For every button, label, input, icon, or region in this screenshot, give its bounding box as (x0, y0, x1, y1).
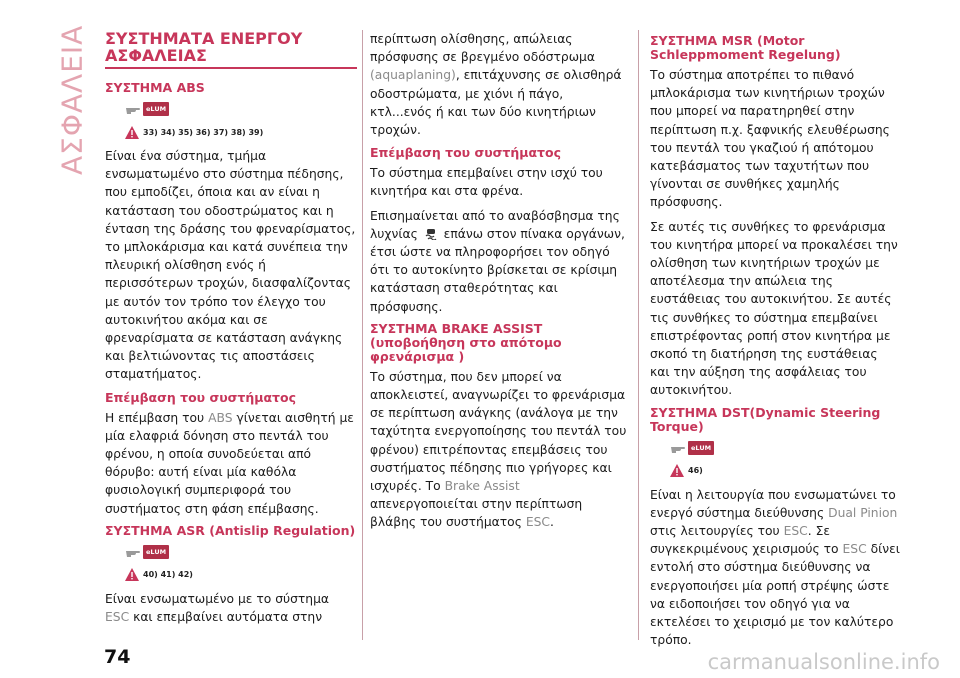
watermark: carmanualsonline.info (707, 650, 940, 674)
column-3 (650, 30, 900, 655)
pointing-hand-icon (670, 442, 686, 454)
brake-assist-paragraph: Το σύστημα, που δεν μπορεί να αποκλειστεί, αναγνωρίζει το φρενάρισμα σε περίπτωση ανάγκης (ανάλογα με την ταχύτητα ενεργοποίησης του πεντάλ του φρένου) επιτρέποντας επεμβάσεις του συστήματος πέδησης πιο γρήγορες και ισχυρές. Το Brake Assist απενεργοποιείται στην περίπτωση βλάβης του συστήματος ESC. (370, 369, 627, 530)
elum-reference[interactable] (670, 438, 900, 458)
abs-intervention-heading: Επέμβαση του συστήματος (105, 389, 297, 405)
warning-refs-text: 33) 34) 35) 36) 37) 38) 39) (143, 127, 264, 137)
elum-badge: eLUM (143, 102, 169, 116)
column-divider (362, 30, 363, 640)
brake-assist-heading: ΣΥΣΤΗΜΑ BRAKE ASSIST (υποβοήθηση στο απότομο φρενάρισμα ) (370, 320, 562, 364)
asr-paragraph: Είναι ενσωματωμένο με το σύστημα ESC και επεμβαίνει αυτόματα στην (105, 591, 330, 625)
page-number: 74 (104, 646, 131, 668)
msr-paragraph-1: Το σύστημα αποτρέπει το πιθανό μπλοκάρισμα των κινητήριων τροχών που μπορεί να παρατηρηθεί στην περίπτωση π.χ. ξαφνικής ελευθέρωσης του πεντάλ του γκαζιού ή απότομου κατεβάσματος των ταχυτήτων που γίνονται σε συνθήκες χαμηλής πρόσφυσης. (650, 68, 890, 210)
dst-paragraph: Είναι η λειτουργία που ενσωματώνει το ενεργό σύστημα διεύθυνσης Dual Pinion στις λειτουργίες του ESC. Σε συγκεκριμένους χειρισμούς το ESC δίνει εντολή στο σύστημα διεύθυνσης να ενεργοποιήσει μία ροπή στρέψης ώστε να ειδοποιήσει τον οδηγό για να εκτελέσει το χειρισμό με τον καλύτερο τρόπο. (650, 487, 900, 648)
warning-triangle-icon (125, 568, 139, 581)
abs-intervention-paragraph: Η επέμβαση του ABS γίνεται αισθητή με μία ελαφριά δόνηση στο πεντάλ του φρένου, η οποία συνοδεύεται από θόρυβο: αυτή είναι μία καθόλα φυσιολογική συμπεριφορά του συστήματος στη φάση επέμβασης. (105, 410, 354, 516)
warning-triangle-icon (670, 464, 684, 477)
column-divider (638, 30, 639, 640)
warning-triangle-icon (125, 126, 139, 139)
elum-badge: eLUM (143, 545, 169, 559)
asr-heading: ΣΥΣΤΗΜΑ ASR (Antislip Regulation) (105, 522, 356, 538)
asr-intervention-heading: Επέμβαση του συστήματος (370, 145, 562, 161)
warning-refs-text: 46) (688, 466, 703, 476)
warning-refs-text: 40) 41) 42) (143, 570, 193, 580)
warning-references (670, 464, 900, 478)
elum-badge: eLUM (688, 441, 714, 455)
warning-references (125, 125, 357, 139)
asr-paragraph-continued: περίπτωση ολίσθησης, απώλειας πρόσφυσης σε βρεγμένο οδόστρωμα (aquaplaning), επιτάχυνσης σε ολισθηρά οδοστρώματα, με χιόνι ή πάγο, κτλ...ενός ή και των δύο κινητήριων τροχών. (370, 32, 622, 138)
pointing-hand-icon (125, 103, 141, 115)
side-section-label: ΑΣΦΑΛΕΙΑ (55, 24, 89, 176)
asr-lamp-paragraph: Επισημαίνεται από το αναβόσβησμα της λυχνίας επάνω στον πίνακα οργάνων, έτσι ώστε να πληροφορήσει τον οδηγό ότι το αυτοκίνητο βρίσκεται σε κρίσιμη κατάσταση σταθερότητας και πρόσφυσης. (370, 208, 625, 314)
column-1 (105, 30, 357, 632)
section-title: ΣΥΣΤΗΜΑΤΑ ΕΝΕΡΓΟΥ ΑΣΦΑΛΕΙΑΣ (105, 30, 357, 69)
msr-paragraph-2: Σε αυτές τις συνθήκες το φρενάρισμα του κινητήρα μπορεί να προκαλέσει την ολίσθηση των κινητήριων τροχών με αποτέλεσμα την απώλεια της ευστάθειας του αυτοκινήτου. Σε αυτές τις συνθήκες το σύστημα επεμβαίνει επιστρέφοντας ροπή στον κινητήρα με σκοπό τη διατήρηση της ευστάθειας και την αύξηση της ασφάλειας του αυτοκινήτου. (650, 219, 898, 398)
column-2 (370, 30, 627, 538)
dst-heading: ΣΥΣΤΗΜΑ DST(Dynamic Steering Torque) (650, 404, 881, 434)
abs-heading: ΣΥΣΤΗΜΑ ABS (105, 80, 205, 95)
abs-paragraph: Είναι ένα σύστημα, τμήμα ενσωματωμένο στο σύστημα πέδησης, που εμποδίζει, όποια και αν είναι η κατάσταση του οδοστρώματος και η ένταση της δράσης του φρεναρίσματος, το μπλοκάρισμα και κατά συνέπεια την πλευρική ολίσθηση ενός ή περισσότερων τροχών, διασφαλίζοντας με αυτόν τον τρόπο τον έλεγχο του αυτοκινήτου ακόμα και σε φρεναρίσματα σε κατάσταση ανάγκης και βελτιώνοντας τις αποστάσεις σταματήματος. (105, 149, 356, 382)
msr-heading: ΣΥΣΤΗΜΑ MSR (Motor Schleppmoment Regelung) (650, 33, 841, 62)
warning-references (125, 568, 357, 582)
asr-intervention-paragraph: Το σύστημα επεμβαίνει στην ισχύ του κινητήρα και στα φρένα. (370, 166, 603, 199)
pointing-hand-icon (125, 546, 141, 558)
elum-reference[interactable] (125, 99, 357, 119)
elum-reference[interactable] (125, 542, 357, 562)
skid-warning-lamp-icon (424, 228, 438, 240)
